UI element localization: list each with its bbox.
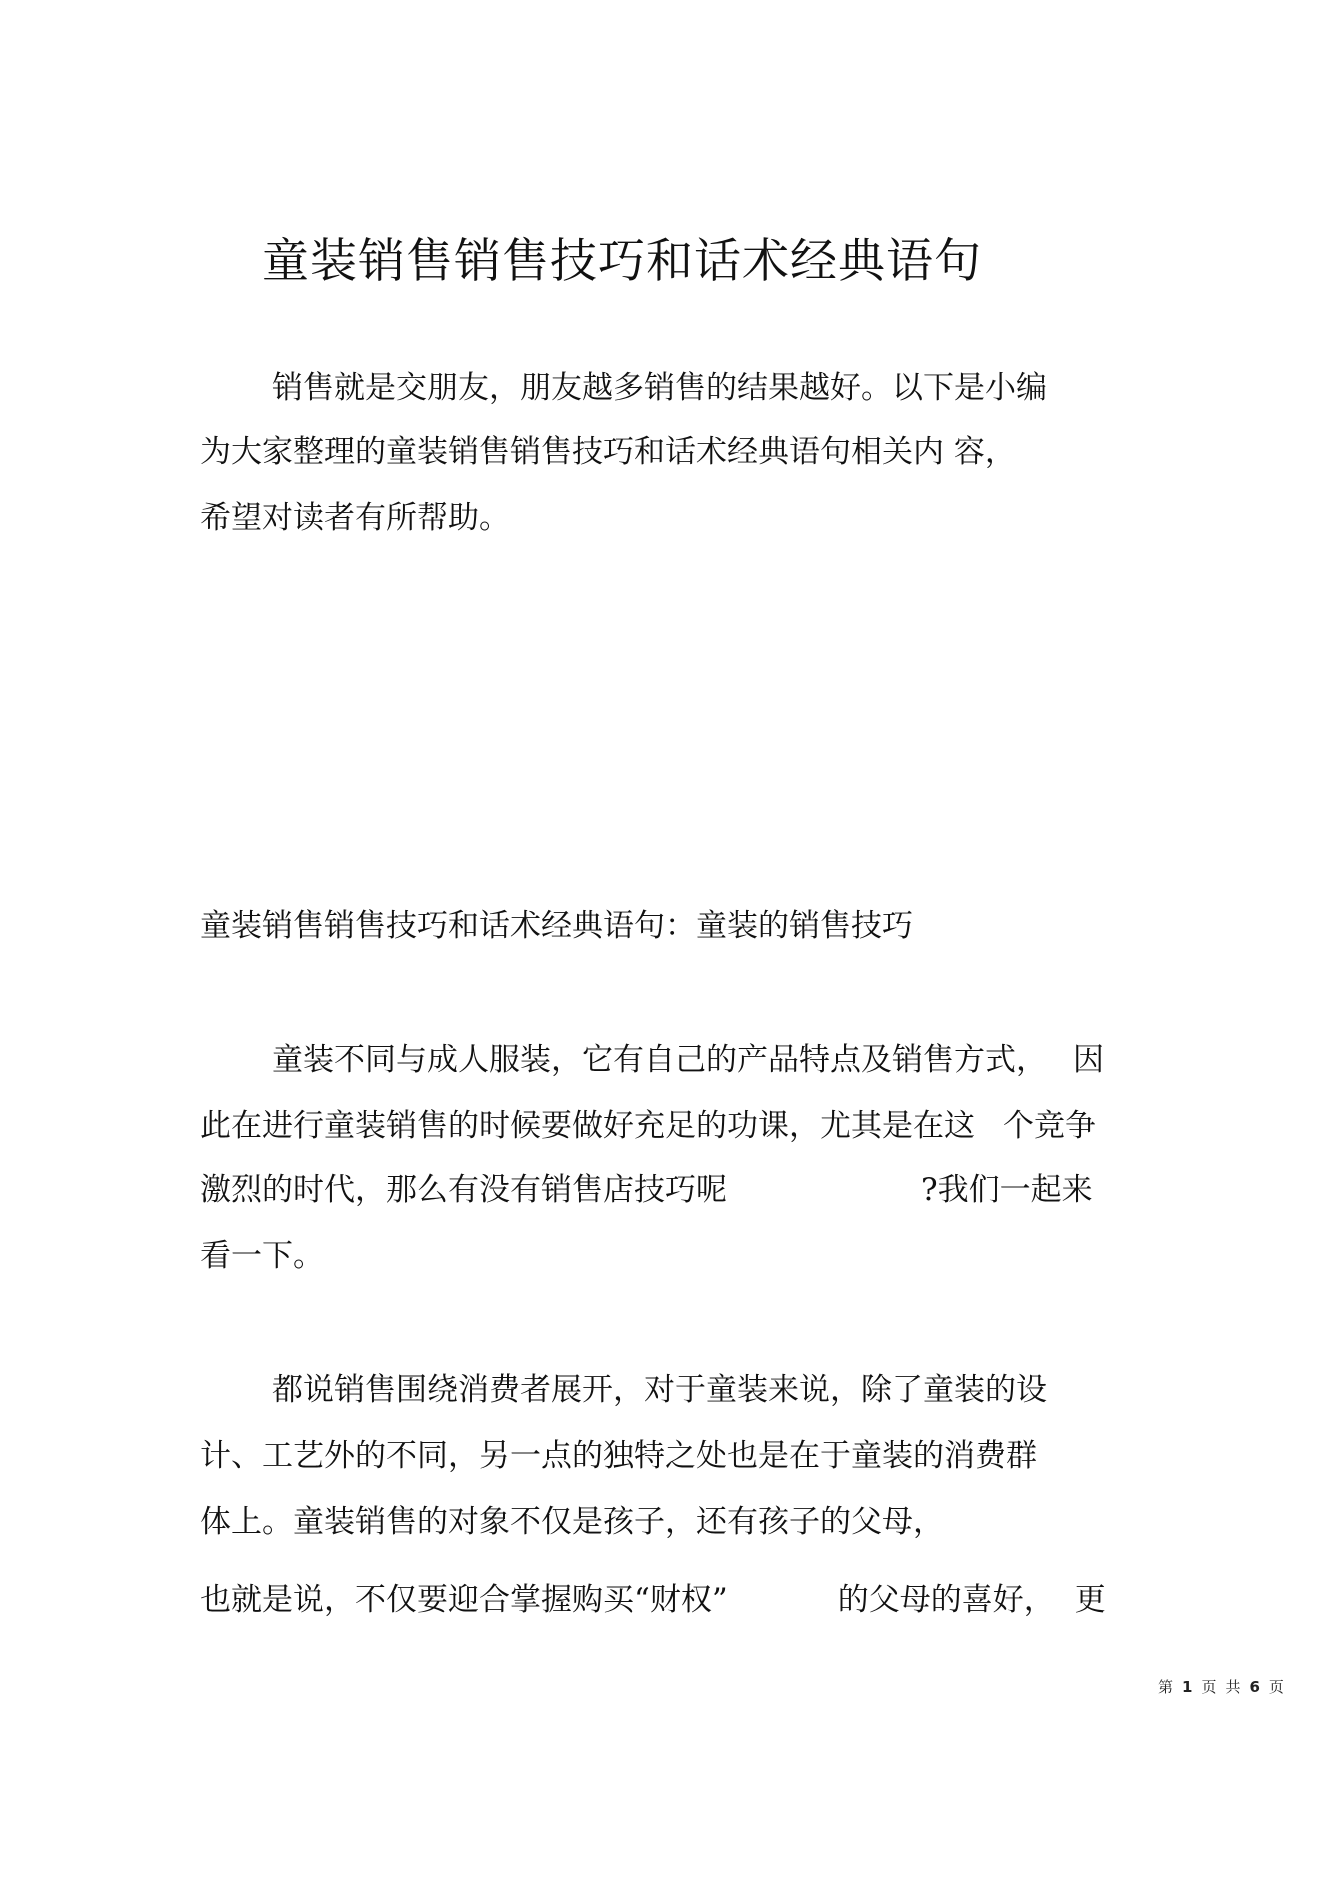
para1-line-3-tail: ?我们一起来: [921, 1172, 1093, 1208]
footer-page-number: 1: [1182, 1678, 1193, 1696]
intro-line-2: 为大家整理的童装销售销售技巧和话术经典语句相关内 容，: [200, 434, 1016, 470]
para2-line-2: 计、工艺外的不同，另一点的独特之处也是在于童装的消费群: [200, 1438, 1037, 1474]
section-heading: 童装销售销售技巧和话术经典语句：童装的销售技巧: [200, 908, 913, 944]
document-title: 童装销售销售技巧和话术经典语句: [262, 234, 982, 289]
para2-line-4-text: 也就是说，不仅要迎合掌握购买“财权”: [200, 1582, 728, 1618]
intro-line-1: 销售就是交朋友，朋友越多销售的结果越好。以下是小编: [272, 370, 1047, 406]
footer-total-pages: 6: [1249, 1678, 1260, 1696]
page-footer: [1158, 1676, 1293, 1697]
footer-di: 第: [1158, 1678, 1174, 1696]
para2-line-1: 都说销售围绕消费者展开，对于童装来说，除了童装的设: [272, 1372, 1047, 1408]
footer-gong: 共: [1225, 1678, 1241, 1696]
para1-line-1-tail: 因: [1073, 1042, 1104, 1078]
para1-line-1: [272, 1040, 1104, 1080]
para2-line-4-mid: 的父母的喜好，: [837, 1582, 1055, 1618]
para2-line-3: 体上。童装销售的对象不仅是孩子，还有孩子的父母，: [200, 1504, 944, 1540]
para1-line-2: [200, 1106, 1096, 1146]
para1-line-2-text: 此在进行童装销售的时候要做好充足的功课，尤其是在这: [200, 1108, 975, 1144]
para1-line-1-text: 童装不同与成人服装，它有自己的产品特点及销售方式，: [272, 1042, 1047, 1078]
para1-line-3: [200, 1170, 1093, 1210]
para1-line-4: 看一下。: [200, 1238, 324, 1274]
para1-line-3-text: 激烈的时代，那么有没有销售店技巧呢: [200, 1172, 727, 1208]
para2-line-4-tail: 更: [1074, 1582, 1106, 1618]
para2-line-4: [200, 1580, 1106, 1620]
footer-ye: 页: [1201, 1678, 1217, 1696]
para1-line-2-tail: 个竞争: [1003, 1108, 1096, 1144]
footer-ye2: 页: [1268, 1678, 1284, 1696]
intro-line-3: 希望对读者有所帮助。: [200, 500, 510, 536]
